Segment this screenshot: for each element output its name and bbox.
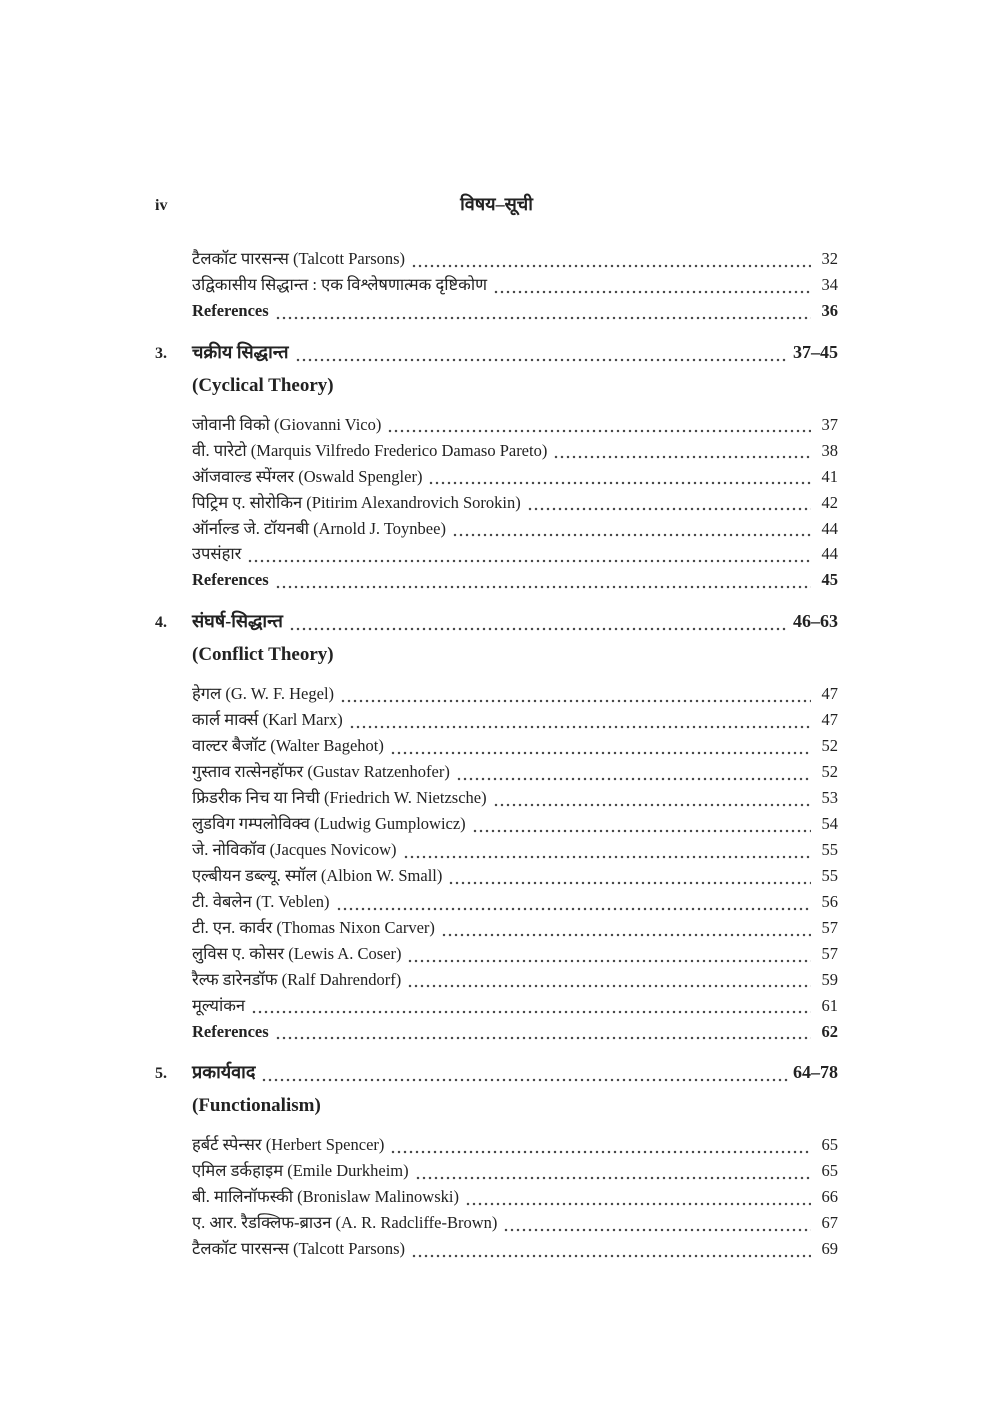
toc-entry [192,993,838,1019]
section-title-english: (Cyclical Theory) [192,374,334,396]
toc-entry-label: बी. मालिनॉफस्की (Bronislaw Malinowski) [192,1187,459,1207]
section-title-hindi: संघर्ष-सिद्धान्त [192,611,283,632]
dot-leader [448,877,811,885]
section-title-english: (Conflict Theory) [192,644,334,666]
toc-entry-label: एल्बीयन डब्ल्यू. स्मॉल (Albion W. Small) [192,865,443,885]
dot-leader [441,929,811,937]
dot-leader [411,1250,811,1258]
toc-entry-label: ऑजवाल्ड स्पेंग्लर (Oswald Spengler) [192,466,423,486]
dot-leader [261,1074,788,1082]
section-title-english: (Functionalism) [192,1095,321,1117]
dot-leader [390,1146,811,1154]
toc-entry [192,915,838,941]
dot-leader [349,721,811,729]
toc-entry-page: 55 [821,839,838,859]
toc-entry-label: उपसंहार [192,544,242,564]
dot-leader [456,773,811,781]
section-number: 5. [155,1065,167,1083]
dot-leader [275,312,811,320]
section-entries [155,412,838,594]
section-page-range: 64–78 [793,1062,838,1083]
toc-entry-page: 54 [821,813,838,833]
dot-leader [452,529,811,537]
toc-entry-page: 59 [821,969,838,989]
toc-entry-page: 65 [821,1161,838,1181]
toc-entry-label: ए. आर. रैडक्लिफ-ब्राउन (A. R. Radcliffe-Brown) [192,1213,498,1233]
dot-leader [403,851,811,859]
section-entries [155,681,838,1044]
section-entries [155,246,838,324]
toc-entry [192,298,838,324]
dot-leader [411,260,811,268]
toc-entry-page: 36 [821,300,838,320]
toc-entry-label: एमिल डर्कहाइम (Emile Durkheim) [192,1161,409,1181]
toc-entry-page: 37 [821,414,838,434]
page-title: विषय–सूची [460,194,533,214]
toc-entry-page: 56 [821,891,838,911]
toc-entry [192,681,838,707]
toc-entry [192,1236,838,1262]
toc-entry-page: 47 [821,684,838,704]
section-heading-row [155,1059,838,1087]
toc-entry-page: 62 [821,1021,838,1041]
toc-entry-page: 52 [821,736,838,756]
toc-entry-page: 42 [821,492,838,512]
toc-entry-label: लुविस ए. कोसर (Lewis A. Coser) [192,943,402,963]
toc-entry-label: फ्रिडरीक निच या निची (Friedrich W. Nietzsche) [192,788,487,807]
toc-entry-label: मूल्यांकन [192,995,246,1015]
dot-leader [336,903,811,911]
toc-entry-label: टैलकॉट पारसन्स (Talcott Parsons) [192,249,406,268]
toc-entry [192,759,838,785]
toc-entry-label: References [192,570,269,590]
toc-entry [192,490,838,516]
toc-entry-label: उद्विकासीय सिद्धान्त : एक विश्लेषणात्मक दृष्टिकोण [192,274,488,294]
toc-entry-page: 44 [821,544,838,564]
section-heading-row [155,339,838,367]
section-page-range: 37–45 [793,341,838,362]
toc-entry [192,889,838,915]
toc-entry [192,464,838,490]
toc-entry-label: References [192,300,269,320]
toc-section [155,608,838,1044]
toc-entry [192,863,838,889]
section-title-hindi: प्रकार्यवाद [192,1062,256,1083]
toc-entry-page: 69 [821,1239,838,1259]
toc-entry-page: 65 [821,1135,838,1155]
section-entries [155,1132,838,1262]
dot-leader [247,555,811,563]
dot-leader [503,1224,811,1232]
dot-leader [407,955,811,963]
toc-entry-label: वी. पारेटो (Marquis Vilfredo Frederico Damaso Pareto) [192,440,548,460]
dot-leader [275,1032,811,1040]
dot-leader [465,1198,811,1206]
dot-leader [295,354,788,362]
toc-section [155,339,838,594]
dot-leader [472,825,811,833]
toc-entry-page: 41 [821,466,838,486]
toc-entry [192,272,838,298]
dot-leader [407,980,811,988]
toc-entry-page: 47 [821,710,838,730]
dot-leader [387,425,811,433]
dot-leader [415,1172,811,1180]
toc-entry-label: कार्ल मार्क्स (Karl Marx) [192,710,343,730]
dot-leader [493,799,811,807]
folio-page-number: iv [155,197,168,214]
page-header [155,192,838,216]
toc-entry-label: जोवानी विको (Giovanni Vico) [192,414,382,434]
toc-entry [192,541,838,567]
toc-entry-page: 67 [821,1213,838,1233]
toc-entry-label: गुस्ताव रात्सेनहॉफर (Gustav Ratzenhofer) [192,762,450,782]
toc-section [155,1059,838,1262]
toc-entry [192,733,838,759]
toc-entry-label: वाल्टर बैजॉट (Walter Bagehot) [192,736,384,756]
toc-entry-page: 32 [821,249,838,268]
toc-section [155,246,838,324]
toc-entry [192,837,838,863]
toc-entry [192,967,838,993]
toc-entry-page: 57 [821,917,838,937]
toc-entry-page: 44 [821,518,838,538]
dot-leader [251,1006,811,1014]
toc-entry [192,707,838,733]
toc-entry-page: 55 [821,865,838,885]
toc-entry [192,516,838,542]
dot-leader [527,503,811,511]
toc-entry-page: 34 [821,274,838,294]
toc-entry [192,1132,838,1158]
toc-entry-page: 61 [821,995,838,1015]
toc-entry [192,785,838,811]
toc-entry-page: 38 [821,440,838,460]
toc-entry [192,412,838,438]
section-heading-row [155,608,838,636]
toc-entry [192,1210,838,1236]
toc-entry [192,246,838,272]
dot-leader [553,451,811,459]
dot-leader [428,477,811,485]
toc-entry-label: लुडविग गम्पलोविक्व (Ludwig Gumplowicz) [192,813,466,833]
toc-entry-page: 53 [821,788,838,807]
toc-entry [192,567,838,593]
toc-entry [192,438,838,464]
toc-entry-label: टी. वेबलेन (T. Veblen) [192,891,330,911]
toc-entry-label: टी. एन. कार्वर (Thomas Nixon Carver) [192,917,435,937]
toc-entry [192,941,838,967]
section-title-hindi: चक्रीय सिद्धान्त [192,341,289,362]
toc-entry [192,1158,838,1184]
toc-entry-page: 45 [821,570,838,590]
toc-entry [192,1184,838,1210]
toc-entry-label: हर्बर्ट स्पेन्सर (Herbert Spencer) [192,1135,385,1155]
toc-entry [192,811,838,837]
toc-entry [192,1019,838,1045]
toc-entry-label: जे. नोविकॉव (Jacques Novicow) [192,839,397,859]
toc-entry-label: रैल्फ डारेनडॉफ (Ralf Dahrendorf) [192,969,402,989]
toc-entry-label: पिट्रिम ए. सोरोकिन (Pitirim Alexandrovich Sorokin) [192,492,521,512]
dot-leader [289,623,788,631]
toc-entry-label: References [192,1021,269,1041]
dot-leader [340,695,811,703]
toc-entry-label: टैलकॉट पारसन्स (Talcott Parsons) [192,1239,406,1259]
toc-entry-label: हेगल (G. W. F. Hegel) [192,684,335,704]
toc-entry-page: 57 [821,943,838,963]
section-number: 4. [155,614,167,632]
section-number: 3. [155,344,167,362]
toc-entry-label: ऑर्नाल्ड जे. टॉयनबी (Arnold J. Toynbee) [192,518,446,538]
toc-sections [155,246,838,1262]
dot-leader [493,286,811,294]
toc-entry-page: 52 [821,762,838,782]
section-page-range: 46–63 [793,611,838,632]
dot-leader [275,581,811,589]
toc-entry-page: 66 [821,1187,838,1207]
dot-leader [390,747,811,755]
